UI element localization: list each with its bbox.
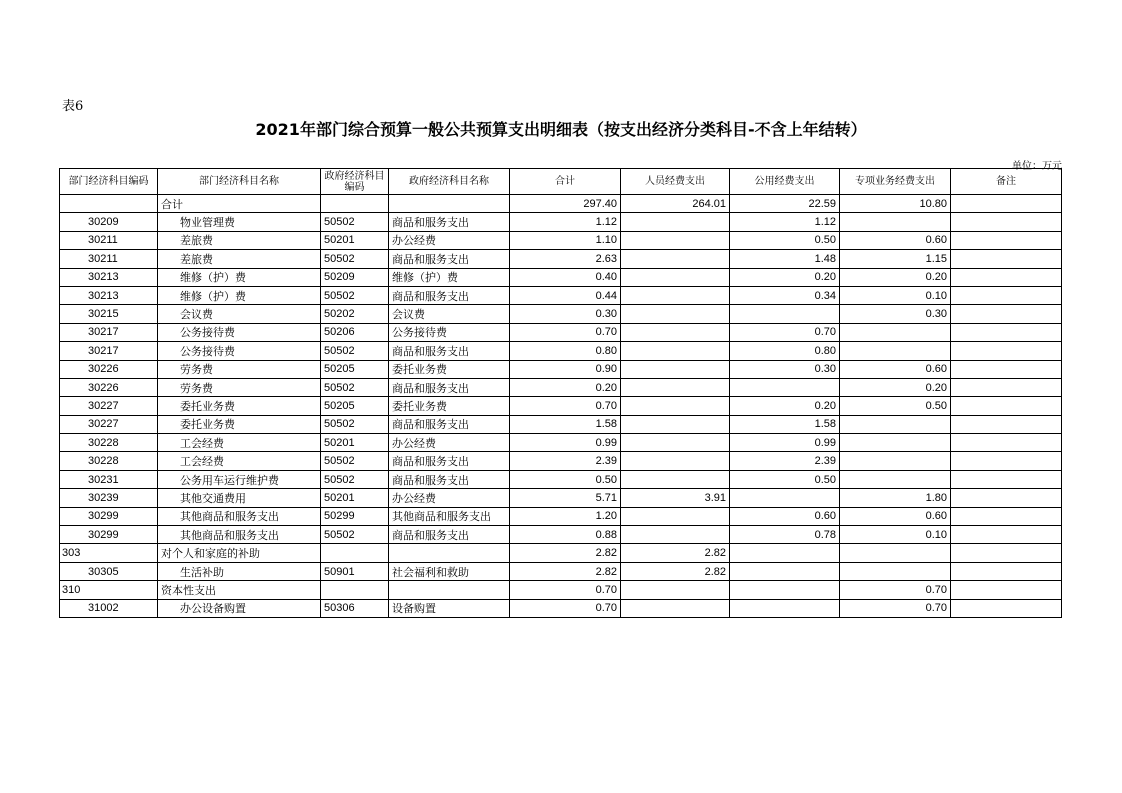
cell-total: 0.80 bbox=[510, 342, 621, 360]
cell-gcode: 50306 bbox=[321, 599, 389, 617]
cell-public: 0.50 bbox=[730, 470, 840, 488]
cell-special bbox=[840, 562, 951, 580]
cell-personnel: 2.82 bbox=[621, 544, 730, 562]
cell-public: 0.70 bbox=[730, 323, 840, 341]
cell-personnel bbox=[621, 581, 730, 599]
cell-name: 其他交通费用 bbox=[158, 489, 321, 507]
table-row bbox=[60, 323, 1062, 341]
cell-total: 0.99 bbox=[510, 434, 621, 452]
cell-note bbox=[951, 213, 1062, 231]
cell-note bbox=[951, 323, 1062, 341]
cell-gname: 商品和服务支出 bbox=[389, 470, 510, 488]
cell-total: 0.70 bbox=[510, 323, 621, 341]
header-row bbox=[60, 169, 1062, 195]
cell-code: 30299 bbox=[60, 507, 158, 525]
cell-total: 0.70 bbox=[510, 397, 621, 415]
cell-special bbox=[840, 342, 951, 360]
cell-gname: 委托业务费 bbox=[389, 360, 510, 378]
cell-special: 0.60 bbox=[840, 507, 951, 525]
cell-public: 0.60 bbox=[730, 507, 840, 525]
cell-public: 0.78 bbox=[730, 526, 840, 544]
cell-personnel bbox=[621, 599, 730, 617]
cell-gcode: 50502 bbox=[321, 378, 389, 396]
cell-gname: 办公经费 bbox=[389, 434, 510, 452]
cell-special bbox=[840, 434, 951, 452]
cell-gname: 商品和服务支出 bbox=[389, 342, 510, 360]
cell-personnel bbox=[621, 305, 730, 323]
cell-total: 0.88 bbox=[510, 526, 621, 544]
cell-code: 30209 bbox=[60, 213, 158, 231]
header-dept-name: 部门经济科目名称 bbox=[158, 169, 321, 195]
table-row bbox=[60, 286, 1062, 304]
total-gname-cell bbox=[389, 195, 510, 213]
cell-personnel bbox=[621, 415, 730, 433]
cell-code: 30231 bbox=[60, 470, 158, 488]
cell-total: 2.39 bbox=[510, 452, 621, 470]
cell-personnel bbox=[621, 231, 730, 249]
cell-note bbox=[951, 507, 1062, 525]
cell-total: 2.82 bbox=[510, 562, 621, 580]
cell-gcode bbox=[321, 544, 389, 562]
cell-special: 0.70 bbox=[840, 581, 951, 599]
cell-personnel bbox=[621, 213, 730, 231]
cell-code: 30305 bbox=[60, 562, 158, 580]
cell-code: 30211 bbox=[60, 231, 158, 249]
cell-personnel bbox=[621, 526, 730, 544]
cell-code: 30228 bbox=[60, 434, 158, 452]
cell-note bbox=[951, 434, 1062, 452]
cell-personnel bbox=[621, 286, 730, 304]
cell-personnel: 3.91 bbox=[621, 489, 730, 507]
table-row bbox=[60, 489, 1062, 507]
cell-gname: 公务接待费 bbox=[389, 323, 510, 341]
cell-note bbox=[951, 231, 1062, 249]
cell-personnel bbox=[621, 378, 730, 396]
cell-code: 310 bbox=[60, 581, 158, 599]
cell-note bbox=[951, 562, 1062, 580]
cell-special bbox=[840, 213, 951, 231]
total-personnel: 264.01 bbox=[621, 195, 730, 213]
unit-label: 单位：万元 bbox=[1012, 161, 1062, 172]
cell-total: 1.58 bbox=[510, 415, 621, 433]
cell-public bbox=[730, 599, 840, 617]
cell-note bbox=[951, 581, 1062, 599]
cell-gcode: 50502 bbox=[321, 470, 389, 488]
cell-code: 30239 bbox=[60, 489, 158, 507]
table-row bbox=[60, 452, 1062, 470]
cell-gcode: 50209 bbox=[321, 268, 389, 286]
total-label: 合计 bbox=[158, 195, 321, 213]
cell-total: 0.90 bbox=[510, 360, 621, 378]
cell-special bbox=[840, 323, 951, 341]
total-row bbox=[60, 195, 1062, 213]
cell-total: 1.20 bbox=[510, 507, 621, 525]
cell-note bbox=[951, 250, 1062, 268]
header-public: 公用经费支出 bbox=[730, 169, 840, 195]
cell-special: 0.50 bbox=[840, 397, 951, 415]
cell-gname: 维修（护）费 bbox=[389, 268, 510, 286]
cell-name: 委托业务费 bbox=[158, 397, 321, 415]
cell-special: 0.60 bbox=[840, 231, 951, 249]
cell-total: 0.44 bbox=[510, 286, 621, 304]
table-row bbox=[60, 415, 1062, 433]
table-row bbox=[60, 544, 1062, 562]
cell-special: 0.60 bbox=[840, 360, 951, 378]
cell-name: 差旅费 bbox=[158, 250, 321, 268]
cell-special: 0.10 bbox=[840, 526, 951, 544]
cell-gname bbox=[389, 581, 510, 599]
cell-name: 维修（护）费 bbox=[158, 268, 321, 286]
cell-gcode: 50502 bbox=[321, 342, 389, 360]
cell-note bbox=[951, 268, 1062, 286]
cell-total: 0.70 bbox=[510, 581, 621, 599]
page-title: 2021年部门综合预算一般公共预算支出明细表（按支出经济分类科目-不含上年结转） bbox=[255, 120, 867, 139]
cell-code: 30213 bbox=[60, 268, 158, 286]
total-note bbox=[951, 195, 1062, 213]
cell-public: 0.20 bbox=[730, 397, 840, 415]
total-gcode-cell bbox=[321, 195, 389, 213]
cell-gcode bbox=[321, 581, 389, 599]
header-special: 专项业务经费支出 bbox=[840, 169, 951, 195]
cell-gcode: 50205 bbox=[321, 360, 389, 378]
cell-code: 30226 bbox=[60, 378, 158, 396]
cell-gcode: 50202 bbox=[321, 305, 389, 323]
total-public: 22.59 bbox=[730, 195, 840, 213]
table-row bbox=[60, 268, 1062, 286]
cell-name: 委托业务费 bbox=[158, 415, 321, 433]
cell-personnel bbox=[621, 397, 730, 415]
cell-special: 1.80 bbox=[840, 489, 951, 507]
cell-code: 30211 bbox=[60, 250, 158, 268]
cell-total: 1.12 bbox=[510, 213, 621, 231]
cell-public: 0.20 bbox=[730, 268, 840, 286]
table-row bbox=[60, 526, 1062, 544]
cell-special: 0.20 bbox=[840, 378, 951, 396]
cell-gcode: 50502 bbox=[321, 415, 389, 433]
cell-note bbox=[951, 378, 1062, 396]
cell-note bbox=[951, 342, 1062, 360]
table-row bbox=[60, 434, 1062, 452]
cell-note bbox=[951, 599, 1062, 617]
table-row bbox=[60, 342, 1062, 360]
cell-gcode: 50502 bbox=[321, 213, 389, 231]
cell-public: 0.99 bbox=[730, 434, 840, 452]
cell-name: 办公设备购置 bbox=[158, 599, 321, 617]
cell-public: 1.48 bbox=[730, 250, 840, 268]
table-row bbox=[60, 599, 1062, 617]
cell-personnel bbox=[621, 452, 730, 470]
cell-gcode: 50502 bbox=[321, 250, 389, 268]
table-row bbox=[60, 507, 1062, 525]
cell-total: 0.50 bbox=[510, 470, 621, 488]
cell-personnel bbox=[621, 470, 730, 488]
cell-gcode: 50502 bbox=[321, 526, 389, 544]
cell-name: 公务用车运行维护费 bbox=[158, 470, 321, 488]
header-note: 备注 bbox=[951, 169, 1062, 195]
cell-gname: 办公经费 bbox=[389, 489, 510, 507]
cell-note bbox=[951, 305, 1062, 323]
cell-special bbox=[840, 415, 951, 433]
cell-gname: 商品和服务支出 bbox=[389, 213, 510, 231]
cell-name: 其他商品和服务支出 bbox=[158, 507, 321, 525]
cell-gname bbox=[389, 544, 510, 562]
cell-name: 公务接待费 bbox=[158, 323, 321, 341]
cell-name: 工会经费 bbox=[158, 452, 321, 470]
cell-gname: 商品和服务支出 bbox=[389, 452, 510, 470]
table-row bbox=[60, 562, 1062, 580]
cell-gcode: 50502 bbox=[321, 286, 389, 304]
cell-personnel: 2.82 bbox=[621, 562, 730, 580]
cell-name: 对个人和家庭的补助 bbox=[158, 544, 321, 562]
cell-personnel bbox=[621, 434, 730, 452]
cell-name: 资本性支出 bbox=[158, 581, 321, 599]
total-special: 10.80 bbox=[840, 195, 951, 213]
cell-public: 1.58 bbox=[730, 415, 840, 433]
cell-note bbox=[951, 489, 1062, 507]
header-total: 合计 bbox=[510, 169, 621, 195]
cell-public: 0.30 bbox=[730, 360, 840, 378]
table-row bbox=[60, 360, 1062, 378]
cell-gcode: 50299 bbox=[321, 507, 389, 525]
cell-total: 0.70 bbox=[510, 599, 621, 617]
cell-total: 2.82 bbox=[510, 544, 621, 562]
table-label: 表6 bbox=[62, 99, 84, 114]
table-row bbox=[60, 581, 1062, 599]
cell-personnel bbox=[621, 507, 730, 525]
cell-public: 0.34 bbox=[730, 286, 840, 304]
cell-code: 303 bbox=[60, 544, 158, 562]
cell-code: 30226 bbox=[60, 360, 158, 378]
cell-special bbox=[840, 452, 951, 470]
cell-public bbox=[730, 544, 840, 562]
cell-gcode: 50502 bbox=[321, 452, 389, 470]
cell-gname: 设备购置 bbox=[389, 599, 510, 617]
cell-total: 2.63 bbox=[510, 250, 621, 268]
cell-code: 31002 bbox=[60, 599, 158, 617]
cell-name: 劳务费 bbox=[158, 378, 321, 396]
table-row bbox=[60, 397, 1062, 415]
cell-name: 其他商品和服务支出 bbox=[158, 526, 321, 544]
table-body bbox=[60, 195, 1062, 618]
cell-name: 公务接待费 bbox=[158, 342, 321, 360]
table-row bbox=[60, 305, 1062, 323]
table-row bbox=[60, 231, 1062, 249]
cell-gname: 商品和服务支出 bbox=[389, 415, 510, 433]
cell-code: 30213 bbox=[60, 286, 158, 304]
cell-name: 劳务费 bbox=[158, 360, 321, 378]
header-dept-code: 部门经济科目编码 bbox=[60, 169, 158, 195]
cell-gname: 商品和服务支出 bbox=[389, 378, 510, 396]
cell-note bbox=[951, 360, 1062, 378]
cell-note bbox=[951, 452, 1062, 470]
cell-special bbox=[840, 544, 951, 562]
cell-gname: 商品和服务支出 bbox=[389, 526, 510, 544]
cell-note bbox=[951, 544, 1062, 562]
cell-code: 30215 bbox=[60, 305, 158, 323]
cell-public bbox=[730, 378, 840, 396]
cell-special: 0.10 bbox=[840, 286, 951, 304]
cell-gcode: 50201 bbox=[321, 231, 389, 249]
cell-public bbox=[730, 489, 840, 507]
cell-name: 工会经费 bbox=[158, 434, 321, 452]
cell-code: 30299 bbox=[60, 526, 158, 544]
cell-total: 0.30 bbox=[510, 305, 621, 323]
cell-code: 30228 bbox=[60, 452, 158, 470]
cell-personnel bbox=[621, 323, 730, 341]
cell-personnel bbox=[621, 250, 730, 268]
cell-note bbox=[951, 397, 1062, 415]
cell-gname: 其他商品和服务支出 bbox=[389, 507, 510, 525]
cell-name: 维修（护）费 bbox=[158, 286, 321, 304]
cell-code: 30217 bbox=[60, 342, 158, 360]
table-row bbox=[60, 213, 1062, 231]
cell-personnel bbox=[621, 268, 730, 286]
cell-code: 30227 bbox=[60, 415, 158, 433]
cell-special: 0.70 bbox=[840, 599, 951, 617]
cell-special: 0.20 bbox=[840, 268, 951, 286]
cell-name: 生活补助 bbox=[158, 562, 321, 580]
cell-code: 30217 bbox=[60, 323, 158, 341]
cell-note bbox=[951, 526, 1062, 544]
cell-public bbox=[730, 581, 840, 599]
cell-note bbox=[951, 415, 1062, 433]
cell-total: 0.20 bbox=[510, 378, 621, 396]
total-sum: 297.40 bbox=[510, 195, 621, 213]
cell-gname: 社会福利和救助 bbox=[389, 562, 510, 580]
cell-name: 物业管理费 bbox=[158, 213, 321, 231]
cell-special: 1.15 bbox=[840, 250, 951, 268]
table-row bbox=[60, 378, 1062, 396]
cell-note bbox=[951, 286, 1062, 304]
cell-gname: 委托业务费 bbox=[389, 397, 510, 415]
header-gov-name: 政府经济科目名称 bbox=[389, 169, 510, 195]
cell-gname: 会议费 bbox=[389, 305, 510, 323]
total-code-cell bbox=[60, 195, 158, 213]
cell-special: 0.30 bbox=[840, 305, 951, 323]
cell-public: 2.39 bbox=[730, 452, 840, 470]
cell-total: 5.71 bbox=[510, 489, 621, 507]
cell-public bbox=[730, 305, 840, 323]
cell-personnel bbox=[621, 360, 730, 378]
header-personnel: 人员经费支出 bbox=[621, 169, 730, 195]
header-gov-code: 政府经济科目 编码 bbox=[321, 169, 389, 195]
cell-gname: 商品和服务支出 bbox=[389, 250, 510, 268]
cell-total: 0.40 bbox=[510, 268, 621, 286]
table-row bbox=[60, 470, 1062, 488]
cell-public: 0.50 bbox=[730, 231, 840, 249]
table-row bbox=[60, 250, 1062, 268]
cell-gcode: 50206 bbox=[321, 323, 389, 341]
cell-public: 0.80 bbox=[730, 342, 840, 360]
cell-gcode: 50901 bbox=[321, 562, 389, 580]
cell-gname: 商品和服务支出 bbox=[389, 286, 510, 304]
cell-gcode: 50201 bbox=[321, 489, 389, 507]
cell-name: 差旅费 bbox=[158, 231, 321, 249]
cell-total: 1.10 bbox=[510, 231, 621, 249]
cell-public bbox=[730, 562, 840, 580]
cell-gcode: 50201 bbox=[321, 434, 389, 452]
cell-gcode: 50205 bbox=[321, 397, 389, 415]
cell-public: 1.12 bbox=[730, 213, 840, 231]
cell-personnel bbox=[621, 342, 730, 360]
cell-name: 会议费 bbox=[158, 305, 321, 323]
budget-table bbox=[59, 168, 1062, 618]
cell-special bbox=[840, 470, 951, 488]
cell-gname: 办公经费 bbox=[389, 231, 510, 249]
cell-note bbox=[951, 470, 1062, 488]
cell-code: 30227 bbox=[60, 397, 158, 415]
